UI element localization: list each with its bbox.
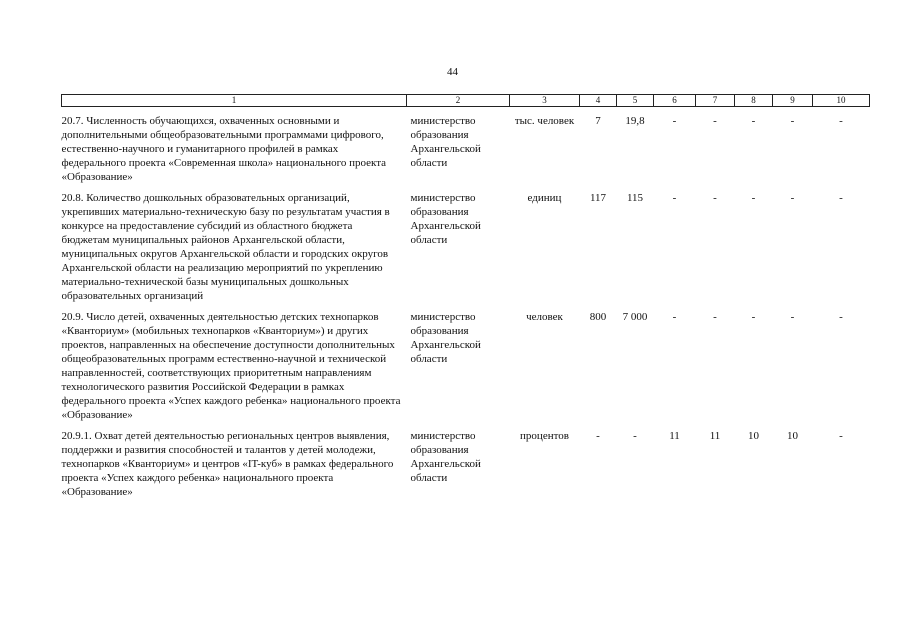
- indicator-description: 20.9.1. Охват детей деятельностью региональных центров выявления, поддержки и развития способностей и талантов у детей молодежи, технопарков «Кванториум» и центров «IT-куб» в рамках федерального проекта «Успех каждого ребенка» национального проекта «Образование»: [61, 430, 394, 498]
- value-cell: 117: [589, 192, 607, 204]
- value-cell: 11: [709, 430, 721, 442]
- value-cell: -: [839, 430, 843, 442]
- value-cell: -: [751, 192, 756, 204]
- value-cell: -: [633, 430, 637, 442]
- value-cell: 11: [669, 430, 680, 442]
- column-number-header: 6: [654, 95, 696, 107]
- unit-of-measure: единиц: [527, 192, 562, 204]
- value-cell: 10: [748, 430, 759, 442]
- value-cell: -: [672, 115, 677, 127]
- value-cell: -: [713, 192, 717, 204]
- value-cell: 10: [787, 430, 798, 442]
- table-row: [62, 107, 870, 185]
- value-cell: 800: [589, 311, 607, 323]
- column-number-header: 3: [510, 95, 580, 107]
- unit-of-measure: человек: [526, 311, 563, 323]
- indicator-description: 20.9. Число детей, охваченных деятельностью детских технопарков «Кванториум» (мобильных технопарков «Кванториум») и других проектов, направленных на обеспечение доступности дополнительных общеобразовательных программ естественно-научной и технической направленностей, соответствующих приоритетным направлениям технологического развития Российской Федерации в рамках федерального проекта «Успех каждого ребенка» национального проекта «Образование»: [61, 311, 401, 421]
- value-cell: -: [596, 430, 600, 442]
- column-number-header: 9: [773, 95, 813, 107]
- column-number-header: 10: [813, 95, 870, 107]
- value-cell: -: [790, 115, 795, 127]
- responsible-ministry: министерство образования Архангельской области: [410, 311, 481, 365]
- value-cell: -: [672, 192, 677, 204]
- value-cell: -: [839, 115, 843, 127]
- unit-of-measure: процентов: [520, 430, 569, 442]
- unit-of-measure: тыс. человек: [514, 115, 575, 127]
- table-row: [62, 184, 870, 303]
- value-cell: -: [751, 115, 756, 127]
- column-number-header: 7: [696, 95, 735, 107]
- indicator-description: 20.7. Численность обучающихся, охваченных основными и дополнительными общеобразовательными программами цифрового, естественно-научного и гуманитарного профилей в рамках федерального проекта «Современная школа» национального проекта «Образование»: [61, 115, 387, 183]
- column-number-header: 8: [735, 95, 773, 107]
- column-number-header: 1: [62, 95, 407, 107]
- column-number-header: 2: [407, 95, 510, 107]
- value-cell: -: [751, 311, 756, 323]
- responsible-ministry: министерство образования Архангельской области: [410, 192, 481, 246]
- value-cell: -: [790, 311, 795, 323]
- indicators-table: [61, 94, 870, 499]
- column-number-header: 4: [580, 95, 617, 107]
- value-cell: -: [713, 115, 717, 127]
- responsible-ministry: министерство образования Архангельской области: [410, 430, 481, 484]
- value-cell: 115: [626, 192, 644, 204]
- page-number: 44: [447, 66, 458, 78]
- table-row: [62, 303, 870, 422]
- value-cell: -: [672, 311, 677, 323]
- value-cell: -: [839, 192, 843, 204]
- value-cell: -: [839, 311, 843, 323]
- value-cell: -: [790, 192, 795, 204]
- table-row: [62, 422, 870, 499]
- value-cell: 7 000: [622, 311, 648, 323]
- value-cell: 19,8: [625, 115, 645, 127]
- value-cell: 7: [595, 115, 601, 127]
- value-cell: -: [713, 311, 717, 323]
- indicator-description: 20.8. Количество дошкольных образовательных организаций, укрепивших материально-техническую базу по результатам участия в конкурсе на предоставление субсидий из областного бюджета бюджетам муниципальных районов Архангельской области, муниципальных округов Архангельской области и городских округов Архангельской области на реализацию мероприятий по укреплению материально-технической базы муниципальных дошкольных образовательных организаций: [61, 192, 390, 302]
- responsible-ministry: министерство образования Архангельской области: [410, 115, 481, 169]
- column-number-header: 5: [617, 95, 654, 107]
- column-number-header-row: [62, 95, 870, 107]
